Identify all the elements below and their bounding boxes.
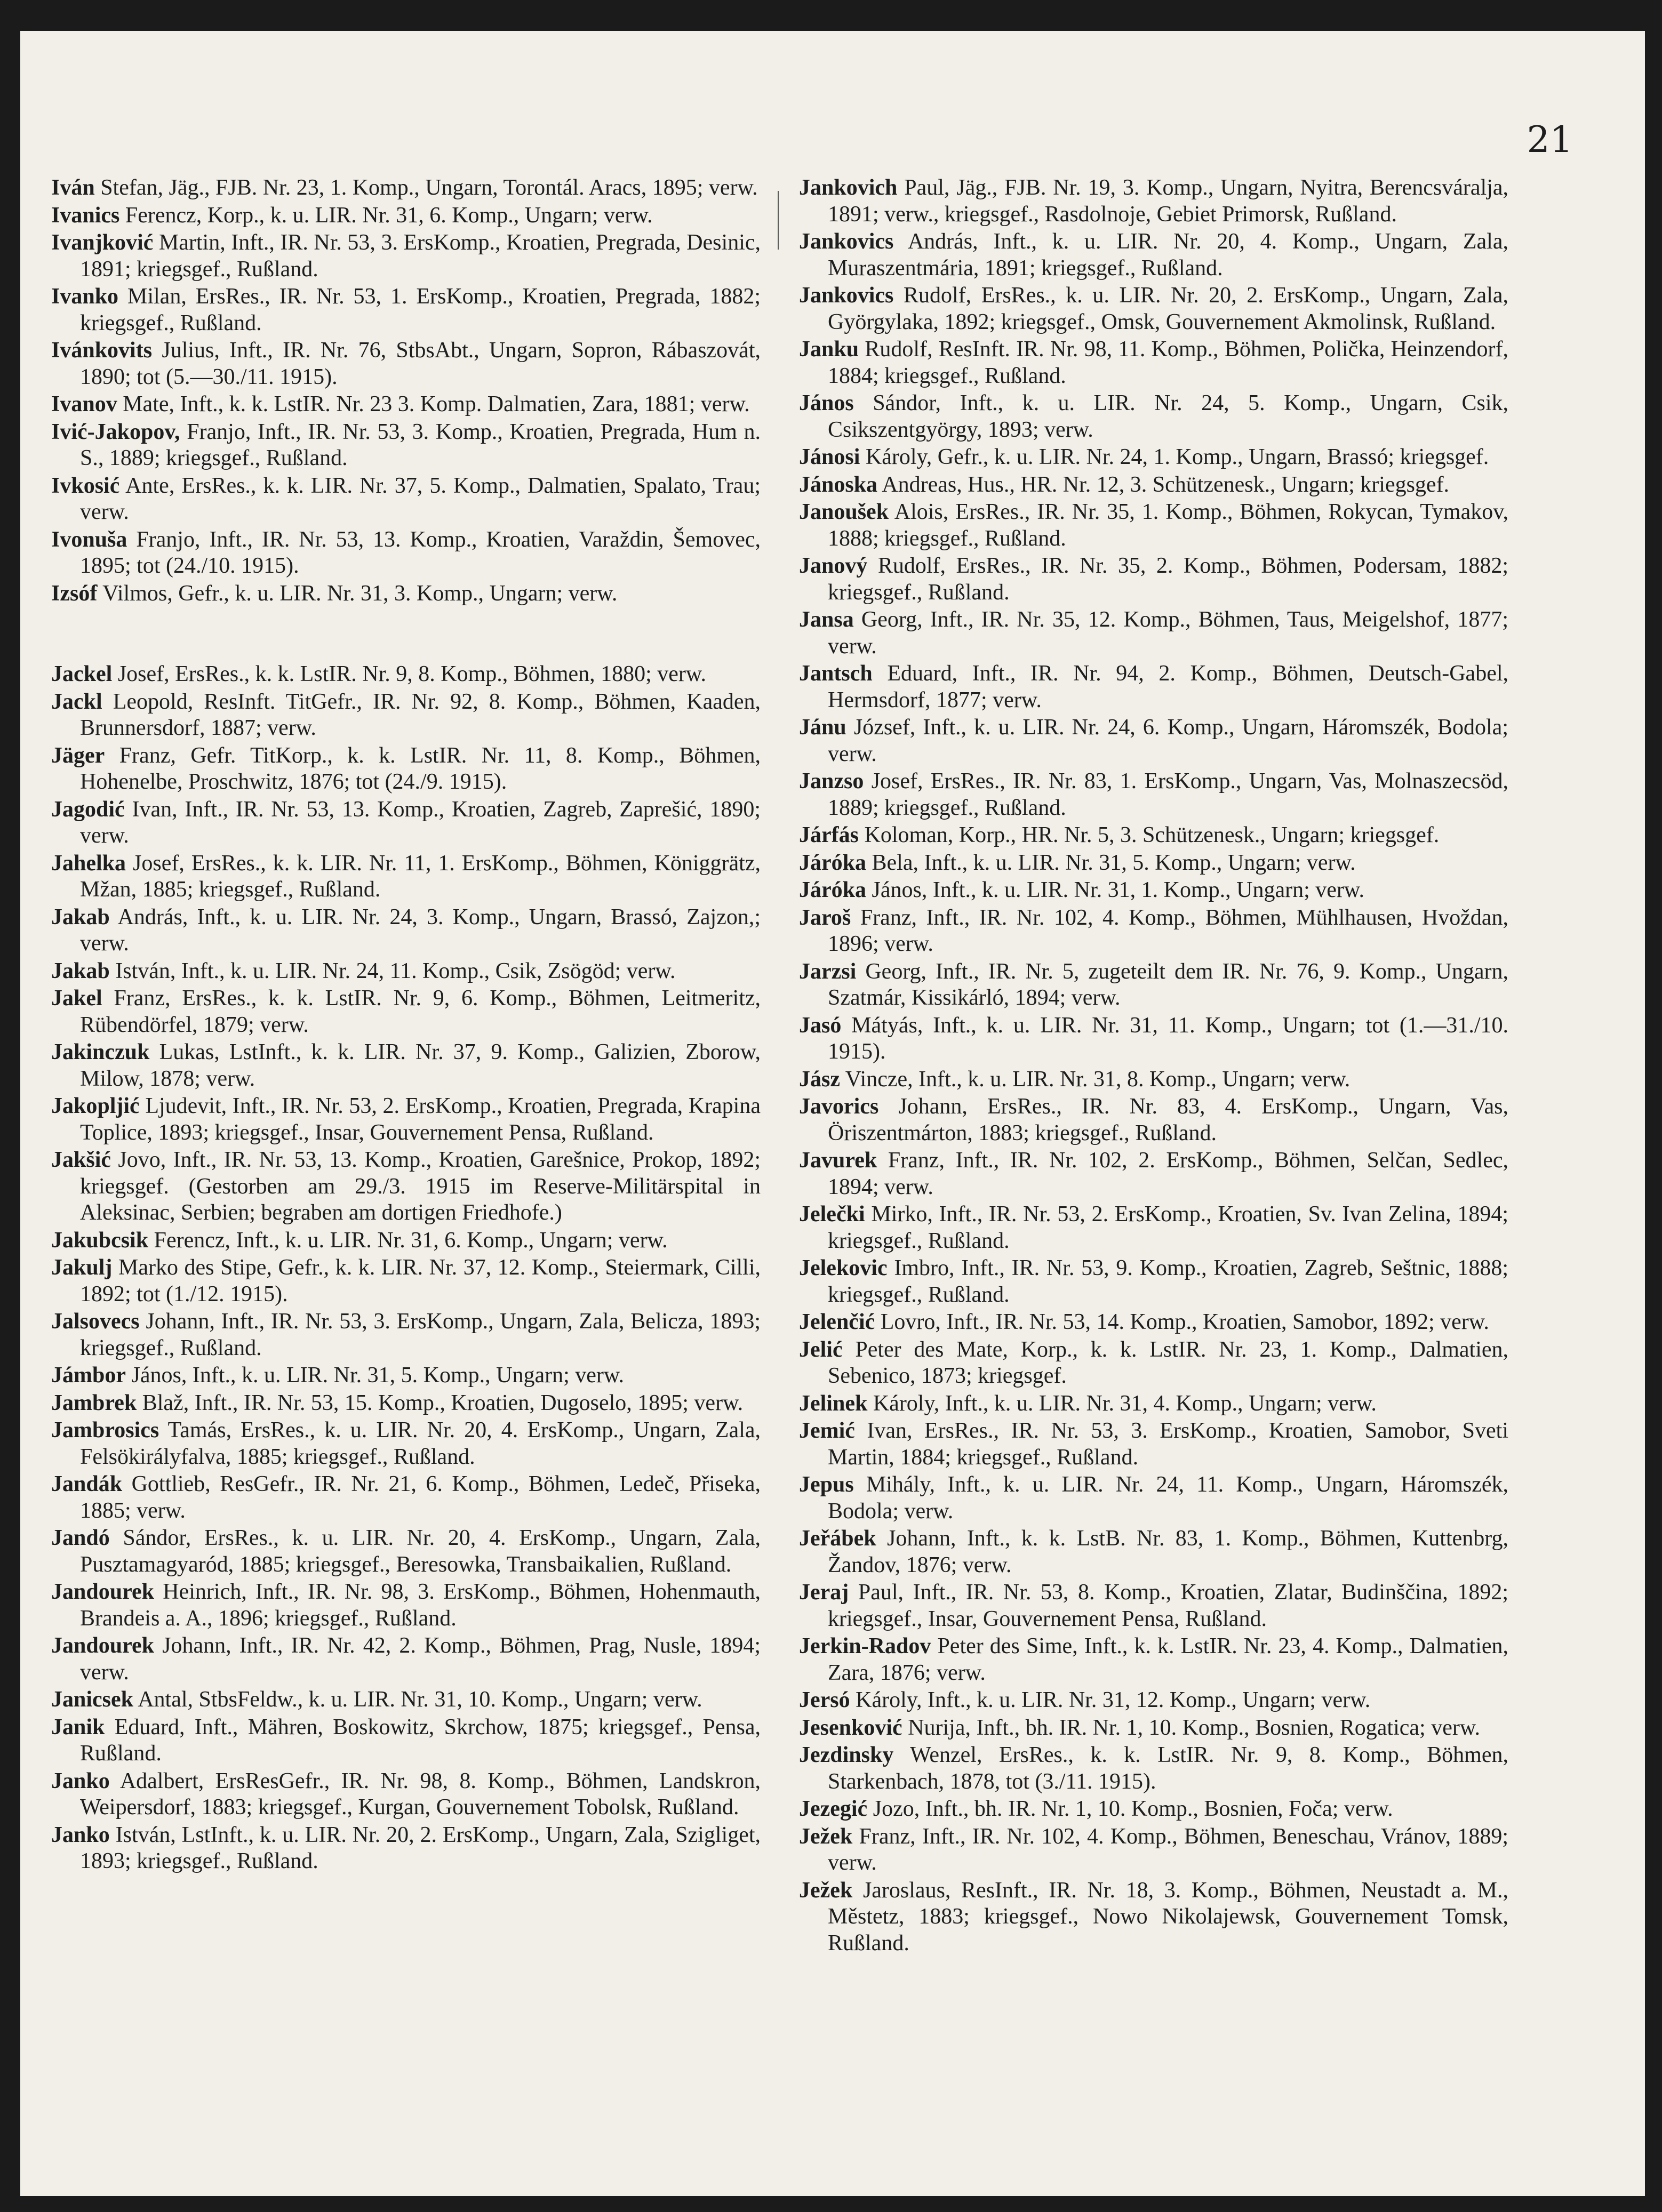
entry-details: Franjo, Inft., IR. Nr. 53, 13. Komp., Kroatien, Varaždin, Šemovec, 1895; tot (24./10. 1915). xyxy=(80,527,761,578)
entry-details: Wenzel, ErsRes., k. k. LstIR. Nr. 9, 8. Komp., Böhmen, Starkenbach, 1878, tot (3./11. 1915). xyxy=(828,1743,1508,1794)
register-entry xyxy=(799,715,1508,767)
entry-surname: Jaroš xyxy=(799,905,851,930)
register-entry xyxy=(799,1201,1508,1254)
entry-surname: Jánoska xyxy=(799,472,878,497)
entry-details: Vilmos, Gefr., k. u. LIR. Nr. 31, 3. Komp., Ungarn; verw. xyxy=(102,581,618,606)
entry-surname: Ivanjković xyxy=(51,230,154,255)
entry-surname: Ivkosić xyxy=(51,473,120,498)
register-entry xyxy=(51,661,761,688)
entry-surname: Iván xyxy=(51,175,95,200)
entry-surname: Jakubcsik xyxy=(51,1228,149,1253)
entry-details: Mirko, Inft., IR. Nr. 53, 2. ErsKomp., Kroatien, Sv. Ivan Zelina, 1894; kriegsgef., Rußland. xyxy=(828,1202,1508,1253)
register-entry xyxy=(799,1715,1508,1742)
register-entry xyxy=(51,1093,761,1146)
register-entry xyxy=(799,472,1508,499)
entry-surname: Jankovics xyxy=(799,229,894,254)
register-entry xyxy=(51,391,761,418)
entry-surname: Jakulj xyxy=(51,1255,113,1280)
entry-surname: Janku xyxy=(799,337,859,362)
right-column xyxy=(799,175,1508,1958)
entry-surname: Jandó xyxy=(51,1526,110,1550)
register-entry xyxy=(799,850,1508,877)
entry-surname: Jandourek xyxy=(51,1633,154,1658)
entry-details: Stefan, Jäg., FJB. Nr. 23, 1. Komp., Ungarn, Torontál. Aracs, 1895; verw. xyxy=(100,175,758,200)
entry-surname: Jakinczuk xyxy=(51,1040,150,1064)
register-entry xyxy=(799,553,1508,606)
entry-details: Peter des Mate, Korp., k. k. LstIR. Nr. 23, 1. Komp., Dalmatien, Sebenico, 1873; kriegsgef. xyxy=(828,1337,1509,1388)
register-entry xyxy=(799,1391,1508,1417)
entry-details: Josef, ErsRes., IR. Nr. 83, 1. ErsKomp., Ungarn, Vas, Molnaszecsöd, 1889; kriegsgef., Rußland. xyxy=(828,769,1509,820)
entry-details: Tamás, ErsRes., k. u. LIR. Nr. 20, 4. ErsKomp., Ungarn, Zala, Felsökirályfalva, 1885; kriegsgef., Rußland. xyxy=(80,1418,761,1469)
entry-details: Martin, Inft., IR. Nr. 53, 3. ErsKomp., Kroatien, Pregrada, Desinic, 1891; kriegsgef., Rußland. xyxy=(80,230,761,282)
entry-details: Johann, Inft., IR. Nr. 42, 2. Komp., Böhmen, Prag, Nusle, 1894; verw. xyxy=(80,1633,761,1685)
entry-details: Károly, Inft., k. u. LIR. Nr. 31, 12. Komp., Ungarn; verw. xyxy=(856,1688,1371,1712)
entry-details: Johann, Inft., k. k. LstB. Nr. 83, 1. Komp., Böhmen, Kuttenbrg, Žandov, 1876; verw. xyxy=(828,1526,1508,1577)
entry-details: Georg, Inft., IR. Nr. 5, zugeteilt dem IR. Nr. 76, 9. Komp., Ungarn, Szatmár, Kissikárló, 1894; verw. xyxy=(828,959,1509,1010)
entry-surname: Jankovich xyxy=(799,175,898,200)
entry-surname: Jezdinsky xyxy=(799,1743,894,1767)
register-entry xyxy=(799,175,1508,228)
entry-details: Marko des Stipe, Gefr., k. k. LIR. Nr. 37, 12. Komp., Steiermark, Cilli, 1892; tot (1./12. 1915). xyxy=(80,1255,761,1307)
register-entry xyxy=(799,959,1508,1012)
register-entry xyxy=(51,527,761,580)
entry-details: János, Inft., k. u. LIR. Nr. 31, 1. Komp., Ungarn; verw. xyxy=(872,878,1364,902)
entry-surname: Jagodić xyxy=(51,797,125,822)
entry-surname: Jersó xyxy=(799,1688,850,1712)
register-entry xyxy=(51,904,761,957)
register-entry xyxy=(799,905,1508,958)
entry-surname: Ježek xyxy=(799,1824,853,1849)
register-entry xyxy=(799,1337,1508,1390)
entry-surname: Javurek xyxy=(799,1148,877,1173)
entry-details: Heinrich, Inft., IR. Nr. 98, 3. ErsKomp., Böhmen, Hohenmauth, Brandeis a. A., 1896; kriegsgef., Rußland. xyxy=(80,1580,761,1631)
column-divider xyxy=(778,191,779,250)
register-entry xyxy=(51,230,761,283)
register-entry xyxy=(51,284,761,336)
register-entry xyxy=(799,1526,1508,1578)
entry-details: János, Inft., k. u. LIR. Nr. 31, 5. Komp., Ungarn; verw. xyxy=(131,1363,624,1388)
register-entry xyxy=(799,1094,1508,1147)
entry-details: Sándor, ErsRes., k. u. LIR. Nr. 20, 4. ErsKomp., Ungarn, Zala, Pusztamagyaród, 1885; kriegsgef., Beresowka, Transbaikalien, Rußland. xyxy=(80,1526,761,1577)
register-entry xyxy=(799,1067,1508,1093)
entry-details: Lovro, Inft., IR. Nr. 53, 14. Komp., Kroatien, Samobor, 1892; verw. xyxy=(880,1310,1489,1334)
entry-details: Lukas, LstInft., k. k. LIR. Nr. 37, 9. Komp., Galizien, Zborow, Milow, 1878; verw. xyxy=(80,1040,761,1091)
entry-surname: Ivanics xyxy=(51,203,120,228)
entry-details: Károly, Gefr., k. u. LIR. Nr. 24, 1. Komp., Ungarn, Brassó; kriegsgef. xyxy=(865,445,1489,469)
entry-surname: Ježek xyxy=(799,1878,853,1903)
entry-surname: Jahelka xyxy=(51,851,126,876)
entry-details: Franz, ErsRes., k. k. LstIR. Nr. 9, 6. Komp., Böhmen, Leitmeritz, Rübendörfel, 1879; verw. xyxy=(80,986,761,1037)
register-entry xyxy=(799,877,1508,904)
entry-surname: Javorics xyxy=(799,1094,879,1119)
entry-surname: Jeraj xyxy=(799,1580,849,1605)
entry-details: Bela, Inft., k. u. LIR. Nr. 31, 5. Komp., Ungarn; verw. xyxy=(872,850,1356,875)
entry-details: Antal, StbsFeldw., k. u. LIR. Nr. 31, 10. Komp., Ungarn; verw. xyxy=(138,1687,702,1712)
register-entry xyxy=(799,1309,1508,1336)
register-entry xyxy=(51,1147,761,1227)
entry-details: Ivan, Inft., IR. Nr. 53, 13. Komp., Kroatien, Zagreb, Zaprešić, 1890; verw. xyxy=(80,797,761,848)
register-entry xyxy=(51,985,761,1038)
entry-details: Mátyás, Inft., k. u. LIR. Nr. 31, 11. Komp., Ungarn; tot (1.—31./10. 1915). xyxy=(828,1013,1508,1064)
entry-surname: Jakab xyxy=(51,958,110,983)
entry-details: Franjo, Inft., IR. Nr. 53, 3. Komp., Kroatien, Pregrada, Hum n. S., 1889; kriegsgef., Rußland. xyxy=(80,419,761,470)
entry-details: Leopold, ResInft. TitGefr., IR. Nr. 92, 8. Komp., Böhmen, Kaaden, Brunnersdorf, 1887; verw. xyxy=(80,689,761,740)
entry-surname: Ivanko xyxy=(51,284,119,309)
entry-details: Koloman, Korp., HR. Nr. 5, 3. Schützenesk., Ungarn; kriegsgef. xyxy=(864,823,1440,847)
entry-surname: Jandourek xyxy=(51,1580,154,1604)
entry-details: Georg, Inft., IR. Nr. 35, 12. Komp., Böhmen, Taus, Meigelshof, 1877; verw. xyxy=(828,607,1508,659)
register-entry xyxy=(799,229,1508,282)
entry-details: Ante, ErsRes., k. k. LIR. Nr. 37, 5. Komp., Dalmatien, Spalato, Trau; verw. xyxy=(80,473,761,524)
register-entry xyxy=(51,1714,761,1767)
entry-surname: Jánosi xyxy=(799,445,860,469)
entry-details: Ferencz, Korp., k. u. LIR. Nr. 31, 6. Komp., Ungarn; verw. xyxy=(125,203,653,228)
entry-surname: Jambrek xyxy=(51,1390,137,1415)
entry-surname: Ivánkovits xyxy=(51,338,153,363)
left-column xyxy=(51,175,761,1876)
entry-surname: Jantsch xyxy=(799,661,873,686)
register-entry xyxy=(799,1824,1508,1877)
entry-surname: Jakel xyxy=(51,986,102,1011)
entry-surname: Jezegić xyxy=(799,1797,868,1821)
register-entry xyxy=(799,1418,1508,1471)
entry-details: Károly, Inft., k. u. LIR. Nr. 31, 4. Komp., Ungarn; verw. xyxy=(873,1391,1377,1416)
entry-details: Johann, ErsRes., IR. Nr. 83, 4. ErsKomp., Ungarn, Vas, Öriszentmárton, 1883; kriegsgef., Rußland. xyxy=(828,1094,1508,1145)
register-entry xyxy=(51,1471,761,1524)
register-entry xyxy=(51,419,761,472)
register-entry xyxy=(51,1525,761,1578)
entry-surname: Janový xyxy=(799,554,868,578)
register-entry xyxy=(799,1472,1508,1525)
entry-surname: Jelečki xyxy=(799,1202,865,1227)
register-entry xyxy=(51,851,761,903)
entry-surname: Jelinek xyxy=(799,1391,868,1416)
entry-details: Eduard, Inft., Mähren, Boskowitz, Skrchow, 1875; kriegsgef., Pensa, Rußland. xyxy=(80,1714,761,1766)
entry-details: Eduard, Inft., IR. Nr. 94, 2. Komp., Böhmen, Deutsch-Gabel, Hermsdorf, 1877; verw. xyxy=(828,661,1509,712)
register-entry xyxy=(51,797,761,849)
register-entry xyxy=(799,1633,1508,1686)
entry-details: Franz, Inft., IR. Nr. 102, 4. Komp., Böhmen, Beneschau, Vránov, 1889; verw. xyxy=(828,1824,1508,1875)
register-entry xyxy=(799,822,1508,849)
register-entry xyxy=(51,1822,761,1875)
entry-surname: Járóka xyxy=(799,850,866,875)
register-entry xyxy=(51,1687,761,1713)
entry-details: József, Inft., k. u. LIR. Nr. 24, 6. Komp., Ungarn, Háromszék, Bodola; verw. xyxy=(828,715,1508,766)
entry-details: Paul, Jäg., FJB. Nr. 19, 3. Komp., Ungarn, Nyitra, Berencsváralja, 1891; verw., kriegsgef., Rasdolnoje, Gebiet Primorsk, Rußland. xyxy=(828,175,1509,227)
register-entry xyxy=(51,743,761,796)
entry-surname: Jäger xyxy=(51,743,105,768)
register-entry xyxy=(51,338,761,390)
entry-details: Rudolf, ErsRes., k. u. LIR. Nr. 20, 2. ErsKomp., Ungarn, Zala, Györgylaka, 1892; kriegsgef., Omsk, Gouvernement Akmolinsk, Rußland. xyxy=(828,283,1508,334)
entry-details: Mihály, Inft., k. u. LIR. Nr. 24, 11. Komp., Ungarn, Háromszék, Bodola; verw. xyxy=(828,1472,1508,1524)
register-entry xyxy=(799,1796,1508,1823)
entry-details: Franz, Inft., IR. Nr. 102, 2. ErsKomp., Böhmen, Selčan, Sedlec, 1894; verw. xyxy=(828,1148,1509,1199)
entry-surname: Jankovics xyxy=(799,283,894,308)
entry-surname: Jakopljić xyxy=(51,1094,140,1118)
register-entry xyxy=(51,1039,761,1092)
register-entry xyxy=(799,336,1508,389)
entry-surname: Jansa xyxy=(799,607,854,632)
entry-details: Sándor, Inft., k. u. LIR. Nr. 24, 5. Komp., Ungarn, Csik, Csikszentgyörgy, 1893; verw. xyxy=(828,391,1509,442)
entry-surname: Janoušek xyxy=(799,500,889,524)
right-column-entries xyxy=(799,175,1508,1957)
register-entry xyxy=(51,473,761,526)
entry-surname: Jemić xyxy=(799,1418,855,1443)
entry-details: Alois, ErsRes., IR. Nr. 35, 1. Komp., Böhmen, Rokycan, Tymakov, 1888; kriegsgef., Rußland. xyxy=(828,500,1509,551)
entry-surname: Jackel xyxy=(51,662,113,686)
register-entry xyxy=(799,444,1508,471)
entry-surname: Janko xyxy=(51,1768,110,1793)
entry-details: Nurija, Inft., bh. IR. Nr. 1, 10. Komp., Bosnien, Rogatica; verw. xyxy=(908,1715,1480,1740)
entry-details: Jaroslaus, ResInft., IR. Nr. 18, 3. Komp., Böhmen, Neustadt a. M., Městetz, 1883; kriegsgef., Nowo Nikolajewsk, Gouvernement Tomsk, Rußland. xyxy=(828,1878,1508,1955)
register-entry xyxy=(799,283,1508,335)
entry-details: András, Inft., k. u. LIR. Nr. 24, 3. Komp., Ungarn, Brassó, Zajzon,; verw. xyxy=(80,904,761,956)
register-entry xyxy=(51,1363,761,1389)
entry-surname: Jepus xyxy=(799,1472,854,1497)
entry-surname: Járfás xyxy=(799,823,859,847)
entry-details: Julius, Inft., IR. Nr. 76, StbsAbt., Ungarn, Sopron, Rábaszovát, 1890; tot (5.—30./11. 1915). xyxy=(80,338,761,389)
register-entry xyxy=(799,1687,1508,1714)
register-entry xyxy=(51,1633,761,1686)
register-entry xyxy=(799,661,1508,714)
entry-surname: Jelenčić xyxy=(799,1310,875,1334)
entry-details: Jovo, Inft., IR. Nr. 53, 13. Komp., Kroatien, Garešnice, Prokop, 1892; kriegsgef. (Gestorben am 29./3. 1915 im Reserve-Militärspital in Aleksinac, Serbien; begraben am dortigen Friedhofe.) xyxy=(80,1148,761,1225)
page-number: 21 xyxy=(1527,119,1573,161)
register-entry xyxy=(51,1309,761,1361)
entry-details: István, LstInft., k. u. LIR. Nr. 20, 2. ErsKomp., Ungarn, Zala, Szigliget, 1893; kriegsgef., Rußland. xyxy=(80,1822,761,1873)
entry-details: Rudolf, ResInft. IR. Nr. 98, 11. Komp., Böhmen, Polička, Heinzendorf, 1884; kriegsgef., Rußland. xyxy=(828,337,1509,388)
register-entry xyxy=(799,499,1508,552)
entry-details: Blaž, Inft., IR. Nr. 53, 15. Komp., Kroatien, Dugoselo, 1895; verw. xyxy=(142,1390,744,1415)
register-entry xyxy=(51,175,761,202)
register-entry xyxy=(51,1255,761,1308)
entry-details: Ferencz, Inft., k. u. LIR. Nr. 31, 6. Komp., Ungarn; verw. xyxy=(154,1228,668,1253)
entry-details: Andreas, Hus., HR. Nr. 12, 3. Schützenesk., Ungarn; kriegsgef. xyxy=(882,472,1450,497)
entry-surname: Janik xyxy=(51,1714,105,1740)
entry-surname: Jalsovecs xyxy=(51,1309,140,1334)
section-j-entries xyxy=(51,661,761,1875)
section-gap xyxy=(51,608,761,661)
section-i-entries xyxy=(51,175,761,607)
entry-details: András, Inft., k. u. LIR. Nr. 20, 4. Komp., Ungarn, Zala, Muraszentmária, 1891; kriegsgef., Rußland. xyxy=(828,229,1508,280)
register-entry xyxy=(799,1878,1508,1957)
register-entry xyxy=(799,1013,1508,1065)
entry-details: Johann, Inft., IR. Nr. 53, 3. ErsKomp., Ungarn, Zala, Belicza, 1893; kriegsgef., Rußland. xyxy=(80,1309,761,1360)
register-entry xyxy=(799,1255,1508,1308)
entry-surname: Jelić xyxy=(799,1337,843,1362)
entry-surname: Jarzsi xyxy=(799,959,857,984)
register-entry xyxy=(51,1228,761,1254)
entry-details: Adalbert, ErsResGefr., IR. Nr. 98, 8. Komp., Böhmen, Landskron, Weipersdorf, 1883; kriegsgef., Kurgan, Gouvernement Tobolsk, Rußland. xyxy=(80,1768,761,1820)
entry-surname: Izsóf xyxy=(51,581,98,606)
entry-surname: Janzso xyxy=(799,769,864,794)
entry-surname: Jeřábek xyxy=(799,1526,876,1551)
register-entry xyxy=(51,958,761,985)
entry-details: Rudolf, ErsRes., IR. Nr. 35, 2. Komp., Böhmen, Podersam, 1882; kriegsgef., Rußland. xyxy=(828,554,1508,605)
entry-details: Ivan, ErsRes., IR. Nr. 53, 3. ErsKomp., Kroatien, Samobor, Sveti Martin, 1884; kriegsgef., Rußland. xyxy=(828,1418,1508,1470)
entry-details: Jozo, Inft., bh. IR. Nr. 1, 10. Komp., Bosnien, Foča; verw. xyxy=(873,1797,1393,1821)
entry-details: Paul, Inft., IR. Nr. 53, 8. Komp., Kroatien, Zlatar, Budinščina, 1892; kriegsgef., Insar, Gouvernement Pensa, Rußland. xyxy=(828,1580,1509,1631)
register-entry xyxy=(799,607,1508,660)
entry-surname: Jambrosics xyxy=(51,1418,159,1442)
entry-surname: Jakab xyxy=(51,904,110,929)
register-entry xyxy=(51,1390,761,1417)
entry-details: Franz, Inft., IR. Nr. 102, 4. Komp., Böhmen, Mühlhausen, Hvoždan, 1896; verw. xyxy=(828,905,1508,956)
entry-surname: Janko xyxy=(51,1822,110,1847)
entry-details: Gottlieb, ResGefr., IR. Nr. 21, 6. Komp., Böhmen, Ledeč, Přiseka, 1885; verw. xyxy=(80,1472,761,1523)
entry-details: Milan, ErsRes., IR. Nr. 53, 1. ErsKomp., Kroatien, Pregrada, 1882; kriegsgef., Rußland. xyxy=(80,284,761,335)
entry-surname: Jelekovic xyxy=(799,1256,888,1280)
entry-details: Ljudevit, Inft., IR. Nr. 53, 2. ErsKomp., Kroatien, Pregrada, Krapina Toplice, 1893; kriegsgef., Insar, Gouvernement Pensa, Rußland. xyxy=(80,1094,761,1145)
register-entry xyxy=(799,390,1508,443)
entry-details: Josef, ErsRes., k. k. LstIR. Nr. 9, 8. Komp., Böhmen, 1880; verw. xyxy=(117,662,707,686)
register-entry xyxy=(799,768,1508,821)
document-page xyxy=(20,31,1645,2196)
register-entry xyxy=(51,1579,761,1632)
register-entry xyxy=(51,689,761,742)
entry-surname: Jandák xyxy=(51,1472,123,1496)
entry-surname: Jánu xyxy=(799,715,846,740)
entry-surname: Jasó xyxy=(799,1013,842,1038)
entry-surname: János xyxy=(799,391,854,415)
entry-details: Franz, Gefr. TitKorp., k. k. LstIR. Nr. 11, 8. Komp., Böhmen, Hohenelbe, Proschwitz, 1876; tot (24./9. 1915). xyxy=(80,743,761,794)
entry-surname: Jackl xyxy=(51,689,102,714)
entry-surname: Jámbor xyxy=(51,1363,126,1388)
entry-details: Mate, Inft., k. k. LstIR. Nr. 23 3. Komp. Dalmatien, Zara, 1881; verw. xyxy=(123,392,750,416)
entry-surname: Ivić-Jakopov, xyxy=(51,419,180,444)
entry-surname: Ivonuša xyxy=(51,527,127,552)
entry-details: Vincze, Inft., k. u. LIR. Nr. 31, 8. Komp., Ungarn; verw. xyxy=(845,1067,1351,1092)
entry-details: Josef, ErsRes., k. k. LIR. Nr. 11, 1. ErsKomp., Böhmen, Königgrätz, Mžan, 1885; kriegsgef., Rußland. xyxy=(80,851,761,902)
register-entry xyxy=(799,1148,1508,1200)
register-entry xyxy=(51,1768,761,1821)
entry-surname: Janicsek xyxy=(51,1687,134,1712)
entry-details: István, Inft., k. u. LIR. Nr. 24, 11. Komp., Csik, Zsögöd; verw. xyxy=(115,958,676,983)
register-entry xyxy=(799,1580,1508,1632)
entry-surname: Jesenković xyxy=(799,1715,902,1740)
entry-details: Peter des Sime, Inft., k. k. LstIR. Nr. 23, 4. Komp., Dalmatien, Zara, 1876; verw. xyxy=(828,1634,1509,1685)
entry-surname: Jerkin-Radov xyxy=(799,1634,931,1658)
entry-surname: Ivanov xyxy=(51,392,117,416)
register-entry xyxy=(51,203,761,229)
register-entry xyxy=(799,1742,1508,1795)
register-entry xyxy=(51,581,761,607)
entry-surname: Járóka xyxy=(799,878,866,902)
entry-details: Imbro, Inft., IR. Nr. 53, 9. Komp., Kroatien, Zagreb, Seštnic, 1888; kriegsgef., Rußland. xyxy=(828,1256,1509,1307)
register-entry xyxy=(51,1417,761,1470)
entry-surname: Jász xyxy=(799,1067,840,1092)
entry-surname: Jakšić xyxy=(51,1148,111,1172)
